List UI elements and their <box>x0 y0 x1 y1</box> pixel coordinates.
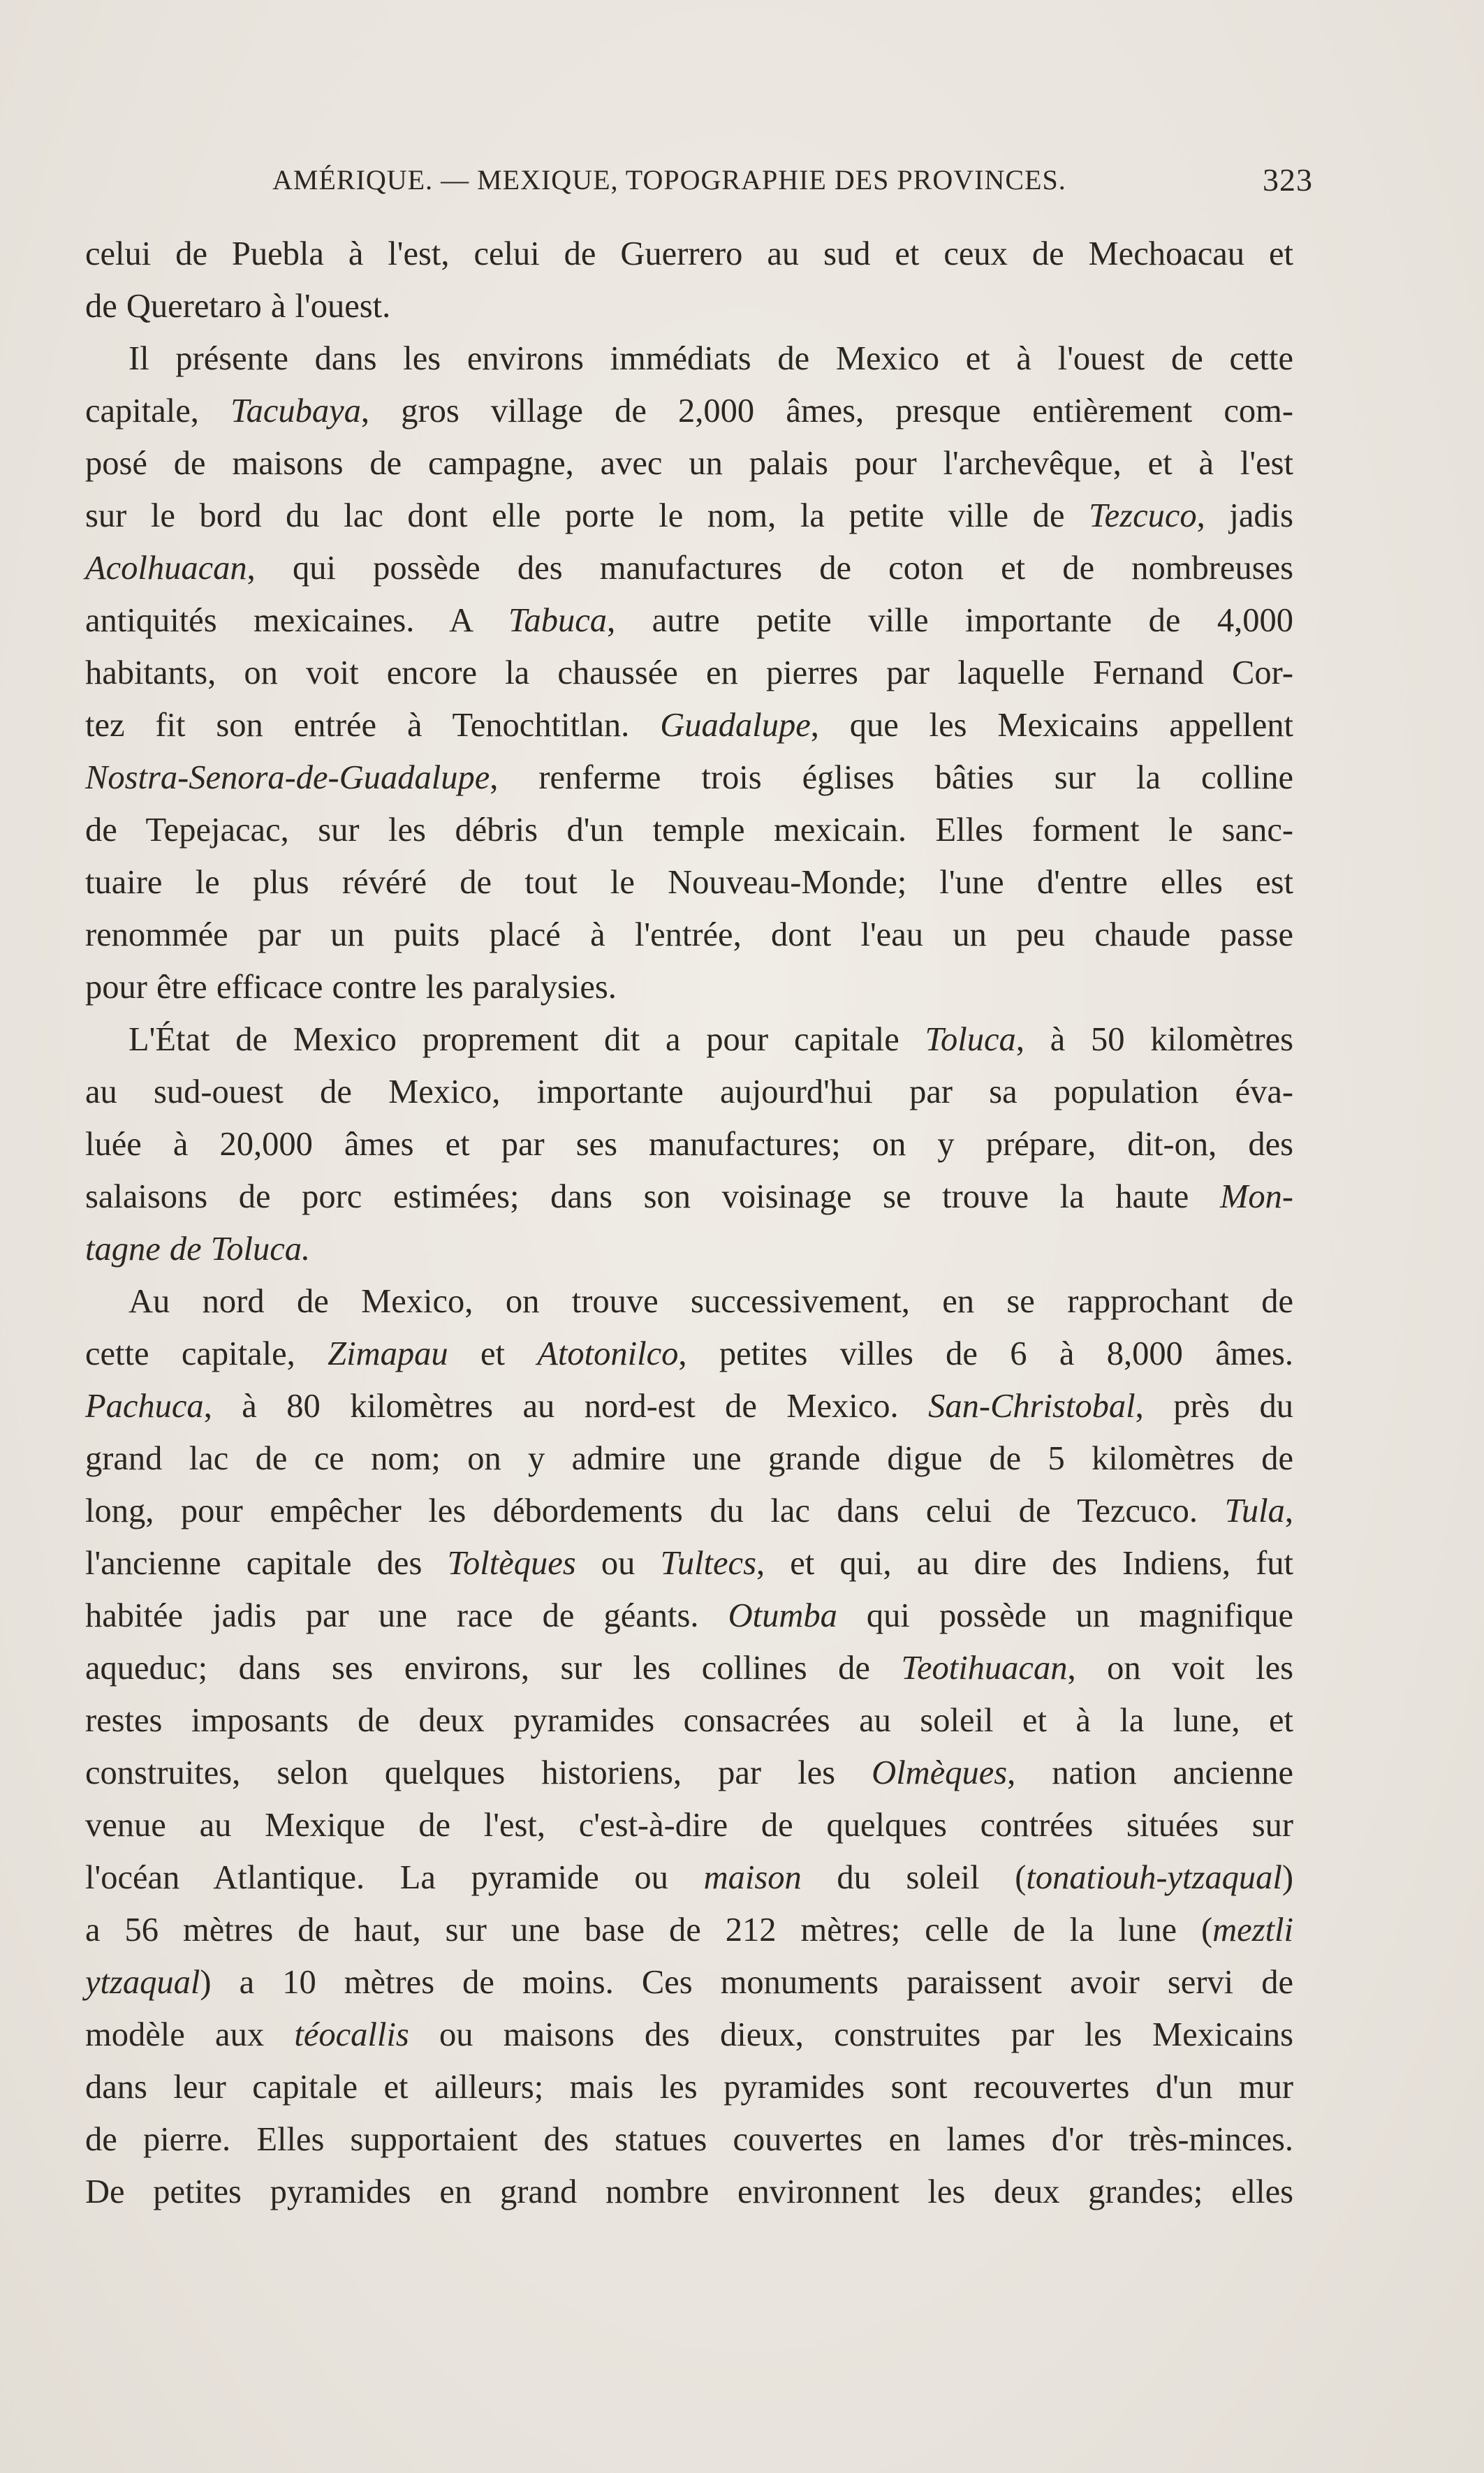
text-line <box>85 1590 1293 1642</box>
italic-text: Atotonilco <box>537 1335 679 1372</box>
italic-text: téocallis <box>294 2016 409 2053</box>
text-line <box>85 2166 1293 2218</box>
text-line <box>85 437 1293 490</box>
text-run: de pierre. Elles supportaient des statues couvertes en lames d'or très-minces. <box>85 2121 1293 2158</box>
text-line <box>85 542 1293 594</box>
text-run: de Queretaro à l'ouest. <box>85 288 391 325</box>
text-line <box>85 961 1293 1013</box>
text-run: l'ancienne capitale des <box>85 1545 448 1582</box>
text-run: sur le bord du lac dont elle porte le nom, la petite ville de <box>85 497 1089 534</box>
italic-text: Olmèques <box>872 1754 1008 1791</box>
text-run: ou <box>575 1545 661 1582</box>
text-run: luée à 20,000 âmes et par ses manufactures; on y prépare, dit-on, des <box>85 1126 1293 1163</box>
text-run: ou maisons des dieux, construites par les Mexicains <box>409 2016 1294 2053</box>
italic-text: maison <box>703 1859 802 1896</box>
text-run: modèle aux <box>85 2016 295 2053</box>
text-run: habitants, on voit encore la chaussée en pierres par laquelle Fernand Cor- <box>85 654 1293 691</box>
text-run: Il présente dans les environs immédiats de Mexico et à l'ouest de cette <box>128 340 1293 377</box>
text-line <box>85 1171 1293 1223</box>
text-line <box>85 1013 1293 1066</box>
text-run: et <box>448 1335 538 1372</box>
text-line <box>85 1485 1293 1537</box>
text-line <box>85 385 1293 437</box>
italic-text: Teotihuacan <box>901 1650 1068 1687</box>
text-run: De petites pyramides en grand nombre environnent les deux grandes; elles <box>85 2173 1293 2210</box>
text-line <box>85 1642 1293 1694</box>
italic-text: Acolhuacan <box>85 550 247 587</box>
text-run: cette capitale, <box>85 1335 328 1372</box>
text-run: , gros village de 2,000 âmes, presque entièrement com- <box>360 392 1294 430</box>
text-run: posé de maisons de campagne, avec un palais pour l'archevêque, et à l'est <box>85 445 1293 482</box>
text-line <box>85 856 1293 909</box>
text-line <box>85 751 1293 804</box>
text-run: renommée par un puits placé à l'entrée, dont l'eau un peu chaude passe <box>85 916 1293 953</box>
text-line <box>85 1904 1293 1956</box>
text-run: au sud-ouest de Mexico, importante aujourd'hui par sa population éva- <box>85 1073 1293 1110</box>
body-text <box>85 228 1293 2218</box>
text-line <box>85 1066 1293 1118</box>
text-run: , jadis <box>1196 497 1293 534</box>
text-run: , que les Mexicains appellent <box>810 707 1294 744</box>
text-line <box>85 228 1293 280</box>
text-run: dans leur capitale et ailleurs; mais les pyramides sont recouvertes d'un mur <box>85 2069 1293 2106</box>
text-run: salaisons de porc estimées; dans son voisinage se trouve la haute <box>85 1178 1220 1215</box>
italic-text: Mon- <box>1219 1178 1293 1215</box>
text-run: L'État de Mexico proprement dit a pour capitale <box>128 1021 925 1058</box>
text-run: tuaire le plus révéré de tout le Nouveau-Monde; l'une d'entre elles est <box>85 864 1293 901</box>
text-run: qui possède un magnifique <box>837 1597 1293 1634</box>
text-line <box>85 280 1293 332</box>
italic-text: tagne de Toluca. <box>85 1231 311 1268</box>
italic-text: Nostra-Senora-de-Guadalupe <box>85 759 490 796</box>
italic-text: Guadalupe <box>660 707 811 744</box>
text-line <box>85 1537 1293 1590</box>
text-line <box>85 699 1293 751</box>
text-run: , on voit les <box>1067 1650 1293 1687</box>
text-line <box>85 1328 1293 1380</box>
text-line <box>85 647 1293 699</box>
text-line <box>85 1223 1293 1275</box>
text-run: , petites villes de 6 à 8,000 âmes. <box>678 1335 1293 1372</box>
text-run: , <box>1284 1492 1293 1529</box>
text-run: a 56 mètres de haut, sur une base de 212 mètres; celle de la lune ( <box>85 1911 1213 1949</box>
italic-text: ytzaqual <box>85 1964 200 2001</box>
text-run: de Tepejacac, sur les débris d'un temple mexicain. Elles forment le sanc- <box>85 812 1293 849</box>
text-run: , près du <box>1135 1388 1293 1425</box>
text-line <box>85 332 1293 385</box>
italic-text: Toluca <box>925 1021 1016 1058</box>
italic-text: San-Christobal <box>928 1388 1136 1425</box>
text-run: habitée jadis par une race de géants. <box>85 1597 728 1634</box>
text-line <box>85 1851 1293 1904</box>
italic-text: tonatiouh-ytzaqual <box>1026 1859 1282 1896</box>
text-run: ) <box>1281 1859 1293 1896</box>
page-number: 323 <box>1263 162 1313 198</box>
text-line <box>85 2113 1293 2166</box>
text-run: venue au Mexique de l'est, c'est-à-dire de quelques contrées situées sur <box>85 1807 1293 1844</box>
italic-text: meztli <box>1212 1911 1293 1949</box>
text-run: grand lac de ce nom; on y admire une grande digue de 5 kilomètres de <box>85 1440 1293 1477</box>
italic-text: Tezcuco <box>1089 497 1197 534</box>
text-run: Au nord de Mexico, on trouve successivement, en se rapprochant de <box>128 1283 1293 1320</box>
text-run: du soleil ( <box>801 1859 1027 1896</box>
text-line <box>85 1380 1293 1432</box>
text-run: , et qui, au dire des Indiens, fut <box>756 1545 1293 1582</box>
text-line <box>85 1118 1293 1171</box>
italic-text: Tultecs <box>660 1545 756 1582</box>
text-run: , nation ancienne <box>1007 1754 1294 1791</box>
text-run: , qui possède des manufactures de coton et de nombreuses <box>247 550 1293 587</box>
italic-text: Toltèques <box>447 1545 576 1582</box>
text-line <box>85 1694 1293 1747</box>
text-line <box>85 2061 1293 2113</box>
text-run: ) a 10 mètres de moins. Ces monuments paraissent avoir servi de <box>200 1964 1293 2001</box>
text-line <box>85 1747 1293 1799</box>
running-title: AMÉRIQUE. — MEXIQUE, TOPOGRAPHIE DES PROVINCES. <box>272 164 1066 196</box>
text-run: long, pour empêcher les débordements du lac dans celui de Tezcuco. <box>85 1492 1225 1529</box>
text-line <box>85 1275 1293 1328</box>
text-run: , à 50 kilomètres <box>1015 1021 1294 1058</box>
text-run: l'océan Atlantique. La pyramide ou <box>85 1859 704 1896</box>
text-line <box>85 2009 1293 2061</box>
text-line <box>85 1432 1293 1485</box>
text-line <box>85 1956 1293 2009</box>
italic-text: Otumba <box>728 1597 837 1634</box>
text-line <box>85 594 1293 647</box>
text-line <box>85 490 1293 542</box>
text-run: aqueduc; dans ses environs, sur les collines de <box>85 1650 902 1687</box>
text-run: pour être efficace contre les paralysies. <box>85 969 617 1006</box>
text-run: , à 80 kilomètres au nord-est de Mexico. <box>203 1388 929 1425</box>
italic-text: Pachuca <box>85 1388 204 1425</box>
text-run: restes imposants de deux pyramides consacrées au soleil et à la lune, et <box>85 1702 1293 1739</box>
text-run: capitale, <box>85 392 231 430</box>
text-run: tez fit son entrée à Tenochtitlan. <box>85 707 661 744</box>
text-line <box>85 804 1293 856</box>
text-run: construites, selon quelques historiens, par les <box>85 1754 872 1791</box>
running-head <box>272 159 1313 201</box>
italic-text: Tacubaya <box>230 392 361 430</box>
italic-text: Zimapau <box>328 1335 448 1372</box>
italic-text: Tula <box>1224 1492 1285 1529</box>
text-line <box>85 909 1293 961</box>
text-run: , renferme trois églises bâties sur la colline <box>490 759 1293 796</box>
text-run: , autre petite ville importante de 4,000 <box>607 602 1293 639</box>
text-run: celui de Puebla à l'est, celui de Guerrero au sud et ceux de Mechoacau et <box>85 235 1293 272</box>
italic-text: Tabuca <box>508 602 608 639</box>
text-line <box>85 1799 1293 1851</box>
text-run: antiquités mexicaines. A <box>85 602 508 639</box>
